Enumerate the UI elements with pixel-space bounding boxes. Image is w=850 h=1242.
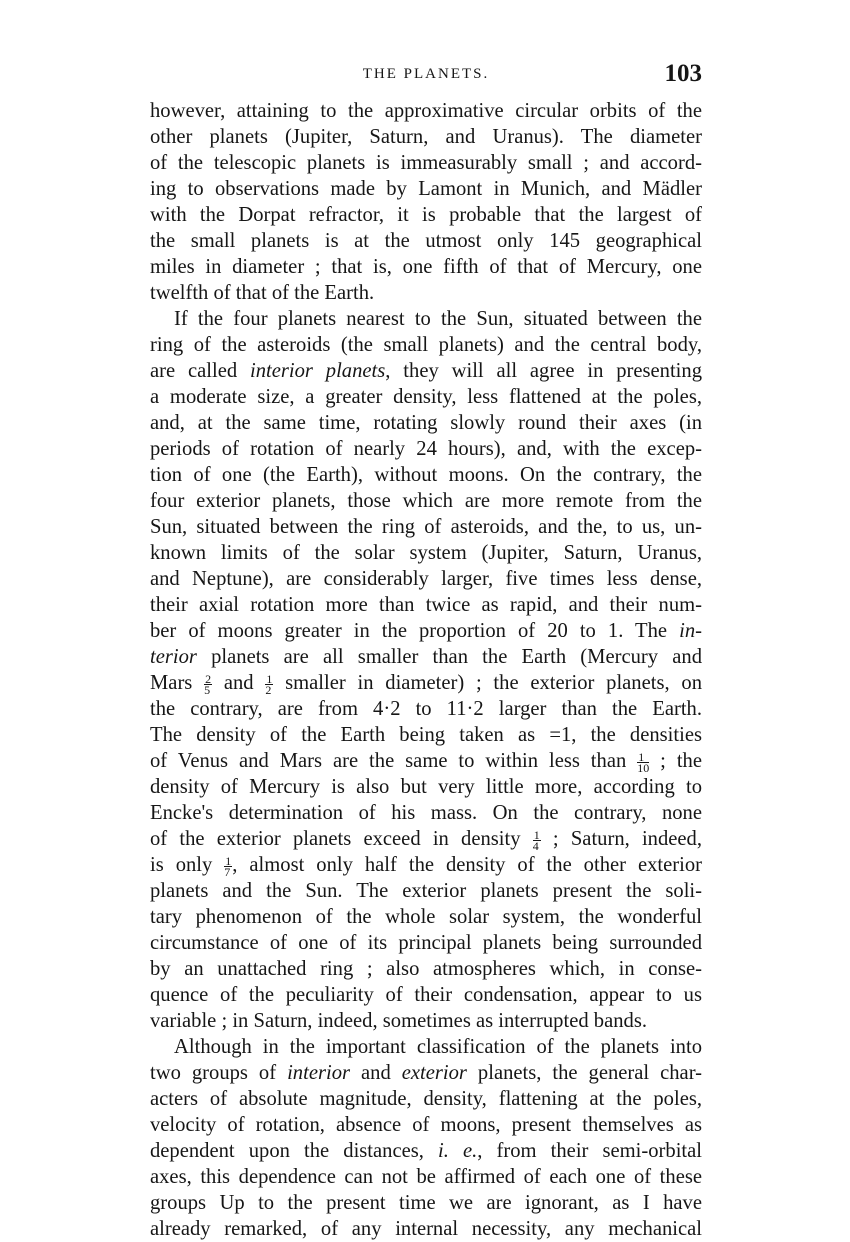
text-line: by an unattached ring ; also atmospheres which, in conse- (150, 958, 702, 980)
text-line: miles in diameter ; that is, one fifth of that of Mercury, one (150, 256, 702, 278)
fraction: $\frac{1}{7}$ (224, 853, 232, 879)
text-line: dependent upon the distances, i. e., from their semi-orbital (150, 1140, 703, 1162)
fraction: $\frac{1}{4}$ (532, 827, 540, 853)
text-line: the small planets is at the utmost only 145 geographical (150, 230, 702, 252)
text-line: known limits of the solar system (Jupiter, Saturn, Uranus, (150, 542, 702, 564)
text-line: and Neptune), are considerably larger, five times less dense, (150, 568, 702, 590)
page-number: 103 (664, 60, 702, 87)
text-line: their axial rotation more than twice as rapid, and their num- (150, 594, 702, 616)
page-header (150, 62, 702, 90)
text-line: Encke's determination of his mass. On the contrary, none (150, 802, 702, 824)
running-title: THE PLANETS. (362, 66, 490, 82)
text-line: Sun, situated between the ring of asteroids, and the, to us, un- (150, 516, 702, 538)
text-line: of the exterior planets exceed in density $\frac{1}{4}$ ; Saturn, indeed, (150, 827, 703, 853)
text-line: Although in the important classification of the planets into (174, 1036, 702, 1058)
text-line: density of Mercury is also but very little more, according to (150, 776, 702, 798)
text-line: planets and the Sun. The exterior planets present the soli- (150, 880, 702, 902)
text-line: velocity of rotation, absence of moons, present themselves as (150, 1114, 702, 1136)
text-line: of Venus and Mars are the same to within less than $\frac{1}{10}$ ; the (150, 749, 702, 775)
text-line: axes, this dependence can not be affirmed of each one of these (150, 1166, 702, 1188)
text-line: with the Dorpat refractor, it is probable that the largest of (150, 204, 702, 226)
text-line: quence of the peculiarity of their condensation, appear to us (150, 984, 702, 1006)
text-line: two groups of interior and exterior planets, the general char- (150, 1062, 703, 1084)
text-line: ber of moons greater in the proportion of 20 to 1. The in- (150, 620, 702, 642)
text-line: Mars $\frac{2}{5}$ and $\frac{1}{2}$ smaller in diameter) ; the exterior planets, on (150, 671, 702, 697)
text-line: periods of rotation of nearly 24 hours), and, with the excep- (150, 438, 702, 460)
text-line: the contrary, are from 4·2 to 11·2 larger than the Earth. (150, 698, 702, 720)
text-line: ing to observations made by Lamont in Munich, and Mädler (150, 178, 702, 200)
text-line: If the four planets nearest to the Sun, situated between the (174, 308, 702, 330)
text-line: a moderate size, a greater density, less flattened at the poles, (150, 386, 702, 408)
text-line: terior planets are all smaller than the Earth (Mercury and (150, 646, 702, 668)
text-line: and, at the same time, rotating slowly round their axes (in (150, 412, 702, 434)
fraction: $\frac{2}{5}$ (204, 671, 212, 697)
text-line: four exterior planets, those which are more remote from the (150, 490, 702, 512)
text-line: already remarked, of any internal necessity, any mechanical (150, 1218, 702, 1240)
text-line: circumstance of one of its principal planets being surrounded (150, 932, 702, 954)
fraction: $\frac{1}{2}$ (265, 671, 273, 697)
text-line: acters of absolute magnitude, density, flattening at the poles, (150, 1088, 702, 1110)
text-line: variable ; in Saturn, indeed, sometimes as interrupted bands. (150, 1010, 647, 1032)
text-line: The density of the Earth being taken as =1, the densities (150, 724, 702, 746)
text-line: tary phenomenon of the whole solar system, the wonderful (150, 906, 702, 928)
text-line: ring of the asteroids (the small planets) and the central body, (150, 334, 702, 356)
text-line: twelfth of that of the Earth. (150, 282, 375, 304)
text-line: groups Up to the present time we are ignorant, as I have (150, 1192, 702, 1214)
text-line: however, attaining to the approximative circular orbits of the (150, 100, 702, 122)
fraction: $\frac{1}{10}$ (637, 749, 650, 775)
text-line: of the telescopic planets is immeasurably small ; and accord- (150, 152, 702, 174)
text-line: is only $\frac{1}{7}$ , almost only half the density of the other exterior (150, 853, 702, 879)
body-text (150, 98, 702, 1242)
text-line: other planets (Jupiter, Saturn, and Uranus). The diameter (150, 126, 702, 148)
text-line: tion of one (the Earth), without moons. On the contrary, the (150, 464, 702, 486)
text-line: are called interior planets, they will all agree in presenting (150, 360, 702, 382)
